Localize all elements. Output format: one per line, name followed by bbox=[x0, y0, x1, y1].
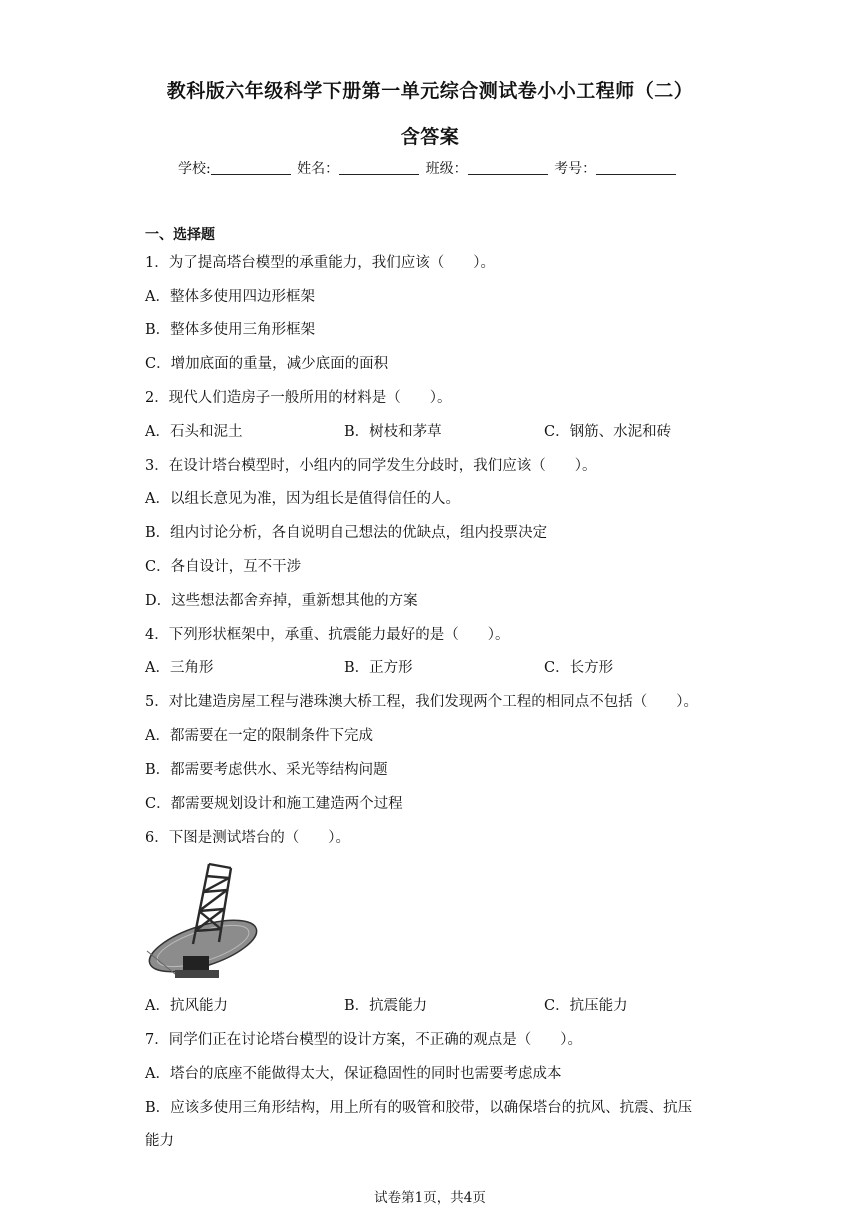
tower-on-tilted-platform-illustration bbox=[145, 856, 263, 986]
student-info-row bbox=[178, 158, 678, 178]
question-3-option-d: D．这些想法都舍弃掉，重新想其他的方案 bbox=[145, 593, 418, 609]
school-label: 学校: bbox=[178, 161, 211, 177]
document-title-line-1: 教科版六年级科学下册第一单元综合测试卷小小工程师（二） bbox=[166, 80, 694, 102]
question-6-option-b: B．抗震能力 bbox=[344, 998, 428, 1014]
question-2-stem: 2．现代人们造房子一般所用的材料是（ ）。 bbox=[145, 390, 452, 406]
question-4-option-b: B．正方形 bbox=[344, 660, 413, 676]
question-1-option-b: B．整体多使用三角形框架 bbox=[145, 322, 316, 338]
section-heading: 一、选择题 bbox=[145, 227, 215, 243]
question-4-option-c: C．长方形 bbox=[544, 660, 614, 676]
question-7-option-b: B．应该多使用三角形结构，用上所有的吸管和胶带，以确保塔台的抗风、抗震、抗压 bbox=[145, 1100, 693, 1116]
question-7-option-b-continued: 能力 bbox=[145, 1133, 174, 1149]
name-label: 姓名： bbox=[297, 161, 340, 177]
question-4-option-a: A．三角形 bbox=[145, 660, 214, 676]
question-3-option-b: B．组内讨论分析，各自说明自己想法的优缺点，组内投票决定 bbox=[145, 525, 548, 541]
question-2-option-c: C．钢筋、水泥和砖 bbox=[544, 424, 672, 440]
question-7-stem: 7．同学们正在讨论塔台模型的设计方案，不正确的观点是（ ）。 bbox=[145, 1032, 582, 1048]
question-2-option-a: A．石头和泥土 bbox=[145, 424, 243, 440]
exam-no-label: 考号： bbox=[554, 161, 597, 177]
question-3-option-a: A．以组长意见为准，因为组长是值得信任的人。 bbox=[145, 491, 460, 507]
question-1-option-a: A．整体多使用四边形框架 bbox=[145, 289, 315, 305]
document-title-line-2: 含答案 bbox=[400, 126, 460, 148]
question-5-option-c: C．都需要规划设计和施工建造两个过程 bbox=[145, 796, 403, 812]
question-1-option-c: C．增加底面的重量，减少底面的面积 bbox=[145, 356, 389, 372]
question-5-option-b: B．都需要考虑供水、采光等结构问题 bbox=[145, 762, 388, 778]
question-6-option-a: A．抗风能力 bbox=[145, 998, 228, 1014]
exam-no-blank bbox=[596, 160, 676, 175]
question-4-stem: 4．下列形状框架中，承重、抗震能力最好的是（ ）。 bbox=[145, 627, 510, 643]
question-1-stem: 1．为了提高塔台模型的承重能力，我们应该（ ）。 bbox=[145, 255, 495, 271]
page-footer: 试卷第1页，共4页 bbox=[374, 1190, 486, 1206]
question-5-stem: 5．对比建造房屋工程与港珠澳大桥工程，我们发现两个工程的相同点不包括（ ）。 bbox=[145, 694, 698, 710]
question-5-option-a: A．都需要在一定的限制条件下完成 bbox=[145, 728, 373, 744]
name-blank bbox=[339, 160, 419, 175]
class-label: 班级： bbox=[425, 161, 468, 177]
school-blank bbox=[211, 160, 291, 175]
question-7-option-a: A．塔台的底座不能做得太大，保证稳固性的同时也需要考虑成本 bbox=[145, 1066, 562, 1082]
tower-test-figure bbox=[145, 856, 263, 986]
question-3-stem: 3．在设计塔台模型时，小组内的同学发生分歧时，我们应该（ ）。 bbox=[145, 458, 597, 474]
question-6-stem: 6．下图是测试塔台的（ ）。 bbox=[145, 830, 350, 846]
question-2-option-b: B．树枝和茅草 bbox=[344, 424, 442, 440]
question-6-option-c: C．抗压能力 bbox=[544, 998, 628, 1014]
class-blank bbox=[468, 160, 548, 175]
question-3-option-c: C．各自设计，互不干涉 bbox=[145, 559, 302, 575]
